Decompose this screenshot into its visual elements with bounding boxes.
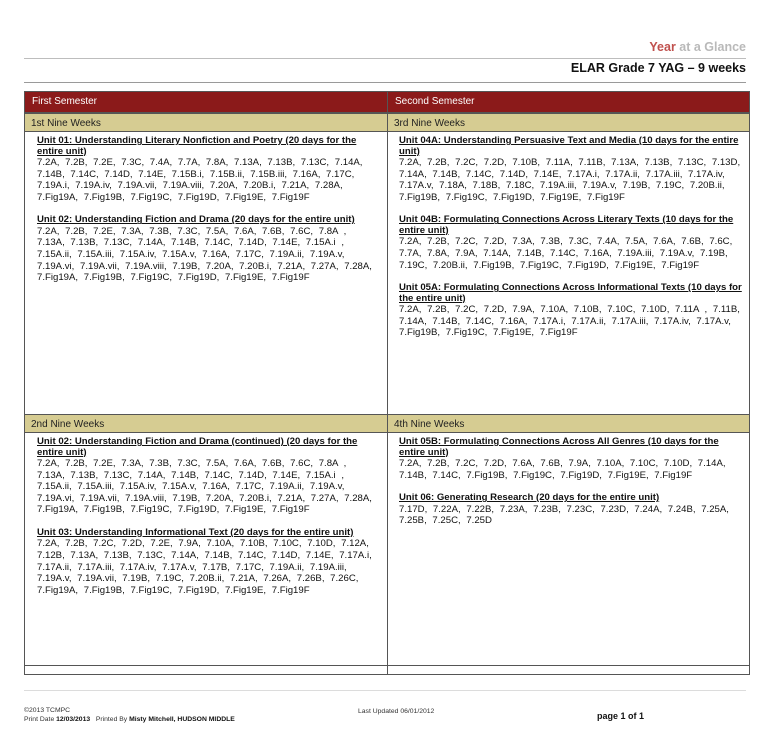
nine-weeks-cell <box>37 136 379 296</box>
unit-standards: 7.2A, 7.2B, 7.2C, 7.2D, 7.6A, 7.6B, 7.9A, 7.10A, 7.10C, 7.10D, 7.14A, 7.14B, 7.14C, 7.Fig19B, 7.Fig19C, 7.Fig19D, 7.Fig19E, 7.Fig19F <box>399 458 726 481</box>
nine-weeks-cell <box>399 437 743 539</box>
nine-weeks-header: 1st Nine Weeks <box>25 113 387 132</box>
nine-weeks-header: 3rd Nine Weeks <box>388 113 749 132</box>
unit-title: Unit 04B: Formulating Connections Across Literary Texts (10 days for the entire unit) <box>399 214 734 236</box>
unit-title: Unit 03: Understanding Informational Text (20 days for the entire unit) <box>37 526 354 538</box>
unit-block <box>399 136 743 203</box>
unit-title: Unit 05A: Formulating Connections Across Informational Texts (10 days for the entire unit) <box>399 282 742 304</box>
printed-by: Misty Mitchell, HUDSON MIDDLE <box>129 715 235 723</box>
unit-standards: 7.2A, 7.2B, 7.2C, 7.2D, 7.3A, 7.3B, 7.3C, 7.4A, 7.5A, 7.6A, 7.6B, 7.6C, 7.7A, 7.8A, 7.9A, 7.14A, 7.14B, 7.14C, 7.16A, 7.19A.iii, 7.19A.v, 7.19B, 7.19C, 7.20B.ii, 7.Fig19B, 7.Fig19C, 7.Fig19D, 7.Fig19E, 7.Fig19F <box>399 236 733 271</box>
nine-weeks-header: 2nd Nine Weeks <box>25 414 387 433</box>
brand-rest-text: at a Glance <box>679 40 746 54</box>
unit-standards: 7.2A, 7.2B, 7.2C, 7.2D, 7.2E, 7.9A, 7.10A, 7.10B, 7.10C, 7.10D, 7.12A, 7.12B, 7.13A, 7.13B, 7.13C, 7.14A, 7.14B, 7.14C, 7.14D, 7.14E, 7.17A.i, 7.17A.ii, 7.17A.iii, 7.17A.iv, 7.17A.v, 7.17B, 7.17C, 7.19A.ii, 7.19A.iii, 7.19A.v, 7.19A.vii, 7.19B, 7.19C, 7.20B.ii, 7.21A, 7.26A, 7.26B, 7.26C, 7.Fig19A, 7.Fig19B, 7.Fig19C, 7.Fig19D, 7.Fig19E, 7.Fig19F <box>37 538 372 596</box>
printed-by-label: Printed By <box>95 715 128 723</box>
semester-header: First Semester <box>25 92 387 113</box>
page-number: page 1 of 1 <box>596 711 644 721</box>
first-semester-column <box>25 92 388 674</box>
unit-standards: 7.2A, 7.2B, 7.2C, 7.2D, 7.9A, 7.10A, 7.10B, 7.10C, 7.10D, 7.11A , 7.11B, 7.14A, 7.14B, 7.14C, 7.16A, 7.17A.i, 7.17A.ii, 7.17A.iii, 7.17A.iv, 7.17A.v, 7.Fig19B, 7.Fig19C, 7.Fig19E, 7.Fig19F <box>399 304 740 339</box>
copyright: ©2013 TCMPC <box>24 707 71 714</box>
table-bottom-divider <box>25 665 749 666</box>
unit-title: Unit 01: Understanding Literary Nonfiction and Poetry (20 days for the entire unit) <box>37 135 357 157</box>
print-date: 12/03/2013 <box>56 715 91 723</box>
unit-title: Unit 05B: Formulating Connections Across All Genres (10 days for the entire unit) <box>399 436 719 458</box>
unit-standards: 7.17D, 7.22A, 7.22B, 7.23A, 7.23B, 7.23C, 7.23D, 7.24A, 7.24B, 7.25A, 7.25B, 7.25C, 7.25D <box>399 503 729 527</box>
nine-weeks-cell <box>399 136 743 351</box>
page-footer <box>24 690 746 739</box>
header-divider-top <box>24 58 746 59</box>
unit-block <box>37 215 379 283</box>
semester-header: Second Semester <box>388 92 749 113</box>
unit-block <box>399 493 743 527</box>
year-at-a-glance-table <box>24 91 750 675</box>
nine-weeks-cell <box>37 437 379 608</box>
unit-standards: 7.2A, 7.2B, 7.2E, 7.3C, 7.4A, 7.7A, 7.8A, 7.13A, 7.13B, 7.13C, 7.14A, 7.14B, 7.14C, 7.14D, 7.14E, 7.15B.i, 7.15B.ii, 7.15B.iii, 7.16A, 7.17C, 7.19A.i, 7.19A.iv, 7.19A.vii, 7.19A.viii, 7.20A, 7.20B.i, 7.21A, 7.28A, 7.Fig19A, 7.Fig19B, 7.Fig19C, 7.Fig19D, 7.Fig19E, 7.Fig19F <box>37 157 363 203</box>
unit-standards: 7.2A, 7.2B, 7.2E, 7.3A, 7.3B, 7.3C, 7.5A, 7.6A, 7.6B, 7.6C, 7.8A , 7.13A, 7.13B, 7.13C, 7.14A, 7.14B, 7.14C, 7.14D, 7.14E, 7.15A.i , 7.15A.ii, 7.15A.iii, 7.15A.iv, 7.15A.v, 7.16A, 7.17C, 7.19A.ii, 7.19A.v, 7.19A.vi, 7.19A.vii, 7.19A.viii, 7.19B, 7.20A, 7.20B.i, 7.21A, 7.27A, 7.28A, 7.Fig19A, 7.Fig19B, 7.Fig19C, 7.Fig19D, 7.Fig19E, 7.Fig19F <box>37 458 372 516</box>
nine-weeks-header: 4th Nine Weeks <box>388 414 749 433</box>
brand-accent-text: Year <box>649 40 676 54</box>
unit-block <box>37 437 379 516</box>
unit-title: Unit 02: Understanding Fiction and Drama (20 days for the entire unit) <box>37 214 355 226</box>
unit-title: Unit 02: Understanding Fiction and Drama (continued) (20 days for the entire unit) <box>37 436 358 458</box>
print-line <box>24 716 235 725</box>
unit-standards: 7.2A, 7.2B, 7.2C, 7.2D, 7.10B, 7.11A, 7.11B, 7.13A, 7.13B, 7.13C, 7.13D, 7.14A, 7.14B, 7.14C, 7.14D, 7.14E, 7.17A.i, 7.17A.ii, 7.17A.iii, 7.17A.iv, 7.17A.v, 7.18A, 7.18B, 7.18C, 7.19A.iii, 7.19A.v, 7.19B, 7.19C, 7.20B.ii, 7.Fig19B, 7.Fig19C, 7.Fig19D, 7.Fig19E, 7.Fig19F <box>399 157 741 203</box>
unit-block <box>37 136 379 203</box>
last-updated: Last Updated 06/01/2012 <box>358 708 435 715</box>
unit-standards: 7.2A, 7.2B, 7.2E, 7.3A, 7.3B, 7.3C, 7.5A, 7.6A, 7.6B, 7.6C, 7.8A , 7.13A, 7.13B, 7.13C, 7.14A, 7.14B, 7.14C, 7.14D, 7.14E, 7.15A.i , 7.15A.ii, 7.15A.iii, 7.15A.iv, 7.15A.v, 7.16A, 7.17C, 7.19A.ii, 7.19A.v, 7.19A.vi, 7.19A.vii, 7.19A.viii, 7.19B, 7.20A, 7.20B.i, 7.21A, 7.27A, 7.28A, 7.Fig19A, 7.Fig19B, 7.Fig19C, 7.Fig19D, 7.Fig19E, 7.Fig19F <box>37 225 372 284</box>
second-semester-column <box>388 92 749 674</box>
unit-block <box>399 215 743 271</box>
print-date-label: Print Date <box>24 715 55 723</box>
unit-title: Unit 06: Generating Research (20 days for the entire unit) <box>399 492 660 504</box>
unit-block <box>37 528 379 596</box>
document-title: ELAR Grade 7 YAG – 9 weeks <box>570 61 746 75</box>
unit-block <box>399 437 743 481</box>
header-divider-bottom <box>24 82 746 83</box>
footer-print-info <box>24 707 235 724</box>
unit-block <box>399 283 743 339</box>
unit-title: Unit 04A: Understanding Persuasive Text and Media (10 days for the entire unit) <box>399 135 739 157</box>
brand-logo <box>649 40 746 54</box>
